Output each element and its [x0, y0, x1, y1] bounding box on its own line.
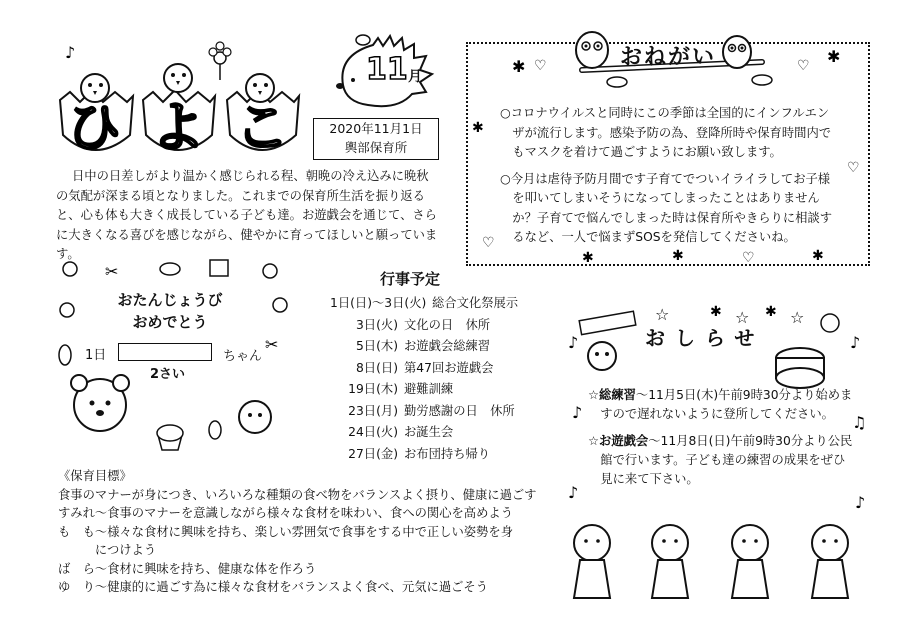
event-desc: 勤労感謝の日 休所 [404, 403, 515, 418]
birthday-suffix: ちゃん [223, 349, 263, 364]
event-row [320, 315, 560, 333]
facility-name: 輿部保育所 [344, 140, 408, 155]
event-desc: お遊戯会総練習 [404, 339, 491, 353]
goal-line: ゆ り～健康的に過ごす為に様々な食材をバランスよく食べ、元気に過ごそう [58, 580, 489, 594]
svg-text:☆: ☆ [790, 308, 805, 327]
goal-line: すみれ～食事のマナーを意識しながら様々な食材を味わい、食への関心を高めよう [58, 506, 513, 520]
goal-line: 食事のマナーが身につき、いろいろな種類の食べ物をバランスよく摂り、健康に過ごす [58, 487, 537, 502]
title-char-yo: よ [151, 96, 205, 159]
goals-section [58, 467, 558, 597]
svg-text:✂: ✂ [105, 262, 119, 281]
event-date: 19日(木) [348, 382, 398, 396]
event-desc: 避難訓練 [404, 382, 454, 396]
request-item: ○コロナウイルスと同時にこの季節は全国的にインフルエンザが流行します。感染予防の為、登降所時や保育時間内でもマスクを着けて過ごすようにお願い致します。 [500, 106, 832, 159]
newsletter-title [55, 40, 310, 160]
svg-text:✱: ✱ [582, 250, 594, 266]
svg-text:✱: ✱ [765, 304, 777, 320]
event-date: 1日(日)～3日(火) [330, 296, 427, 310]
event-date: 24日(火) [348, 425, 398, 439]
svg-text:♪: ♪ [850, 333, 861, 352]
svg-text:♪: ♪ [568, 333, 579, 352]
month-badge [328, 30, 438, 115]
goals-title: 《保育目標》 [58, 469, 132, 483]
event-desc: 文化の日 休所 [404, 317, 491, 332]
svg-text:✂: ✂ [265, 335, 279, 354]
goal-line: も も～様々な食材に興味を持ち、楽しい雰囲気で食事をする中で正しい姿勢を身 [58, 524, 513, 539]
svg-text:✱: ✱ [512, 57, 526, 76]
svg-text:♪: ♪ [65, 43, 76, 62]
intro-paragraph: 日中の日差しがより温かく感じられる程、朝晩の冷え込みに晩秋の気配が深まる頃となりました。これまでの保育所生活を振り返ると、心も体も大きく成長している子ども達。お遊戯会を通じて、さらに大きくなる喜びを感じながら、健やかに育ってほしいと願っています。 [56, 169, 438, 261]
month-number: 11 [366, 52, 408, 87]
month-suffix: 月 [408, 69, 422, 85]
svg-text:☆: ☆ [735, 308, 750, 327]
svg-text:☆: ☆ [655, 305, 670, 324]
event-date: 27日(金) [348, 446, 398, 461]
notice-list [588, 386, 856, 497]
svg-text:♪: ♪ [855, 493, 866, 512]
svg-text:♡: ♡ [482, 235, 495, 251]
birthday-day: 1日 [85, 348, 107, 363]
event-date: 5日(木) [355, 339, 398, 353]
svg-text:♪: ♪ [568, 483, 579, 502]
svg-text:♡: ♡ [797, 58, 810, 74]
title-char-hi: ひ [67, 96, 121, 159]
event-desc: 第47回お遊戯会 [404, 360, 494, 375]
notice-item: ☆総練習～11月5日(木)午前9時30分より始めますので遅れないように登所してください。 [588, 388, 853, 421]
event-desc: 総合文化祭展示 [432, 296, 519, 310]
event-row [320, 422, 560, 440]
birthday-age: 2さい [150, 367, 186, 382]
request-item: ○今月は虐待予防月間です子育てでついイライラしてお子様を叩いてしまいそうになってしまったことはありませんか？子育てで悩んでしまった時は保育所やきらりに相談するなど、一人で悩まずSOSを発信してくださいね。 [500, 171, 833, 244]
request-list [500, 104, 840, 255]
birthday-name-box [118, 343, 212, 361]
event-date: 3日(火) [355, 317, 398, 332]
svg-text:✱: ✱ [710, 304, 722, 320]
svg-text:♡: ♡ [534, 58, 547, 74]
event-row [320, 379, 560, 397]
svg-text:✱: ✱ [672, 248, 684, 264]
svg-text:♪: ♪ [572, 403, 583, 422]
svg-text:♫: ♫ [852, 413, 867, 432]
event-row [320, 336, 560, 354]
birthday-title: おたんじょうび おめでとう [117, 291, 223, 331]
event-desc: お布団持ち帰り [404, 446, 491, 461]
svg-text:✱: ✱ [827, 47, 841, 66]
notice-title: おしらせ [645, 326, 765, 350]
event-row [320, 401, 560, 419]
event-row [320, 293, 560, 311]
event-row [320, 358, 560, 376]
svg-text:✱: ✱ [472, 120, 484, 136]
events-title: 行事予定 [380, 270, 441, 288]
event-date: 8日(日) [355, 360, 398, 375]
svg-text:♡: ♡ [847, 160, 860, 176]
event-row [320, 444, 560, 462]
notice-item: ☆お遊戯会～11月8日(日)午前9時30分より公民館で行います。子ども達の練習の成果をぜひ見に来て下さい。 [588, 434, 853, 486]
title-char-ko: こ [235, 96, 289, 159]
event-date: 23日(月) [348, 403, 398, 418]
svg-text:♡: ♡ [742, 250, 755, 266]
svg-text:✱: ✱ [812, 248, 824, 264]
event-desc: お誕生会 [404, 425, 454, 439]
issue-date: 2020年11月1日 [329, 121, 423, 136]
goal-line: につけよう [58, 543, 157, 557]
date-facility-box [313, 118, 439, 160]
goal-line: ば ら～食材に興味を持ち、健康な体を作ろう [58, 561, 317, 576]
request-title: おねがい [620, 45, 717, 70]
